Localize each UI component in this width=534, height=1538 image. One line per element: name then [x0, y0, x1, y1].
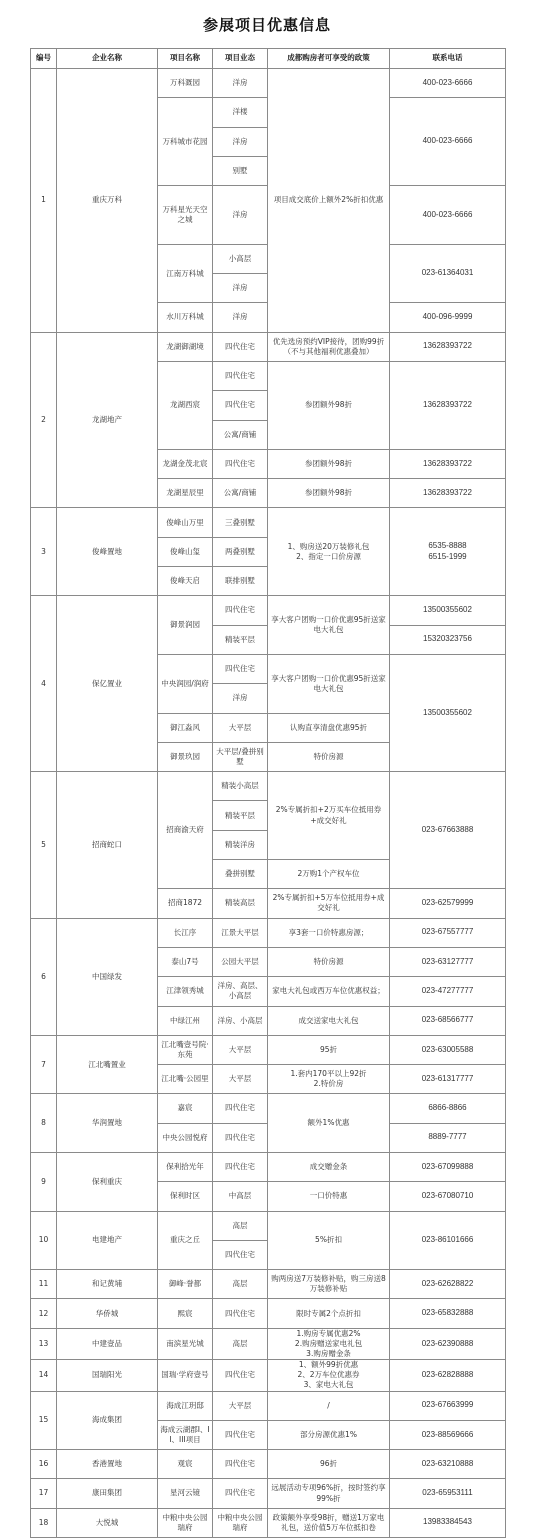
promotion-table	[30, 48, 506, 1538]
table-cell: 高层	[213, 1270, 268, 1299]
table-cell: 10	[31, 1211, 57, 1270]
table-cell: 023-62628822	[390, 1270, 506, 1299]
table-cell: 中央润园/润府	[158, 654, 213, 713]
table-cell: 江南万科城	[158, 244, 213, 303]
table-cell: 023-68566777	[390, 1006, 506, 1035]
table-cell: 023-65953111	[390, 1479, 506, 1508]
table-row	[31, 1391, 506, 1420]
table-cell: 参团额外98折	[268, 361, 390, 449]
table-cell: 重庆万科	[57, 69, 158, 333]
table-cell: 龙湖星辰里	[158, 479, 213, 508]
table-cell: 13628393722	[390, 332, 506, 361]
table-cell: 康田集团	[57, 1479, 158, 1508]
table-cell: 13628393722	[390, 449, 506, 478]
table-cell: 400-023-6666	[390, 69, 506, 98]
table-row	[31, 1035, 506, 1064]
table-cell: 熙宸	[158, 1299, 213, 1328]
table-cell: 1.套内170平以上92折 2.特价房	[268, 1065, 390, 1094]
table-cell: 中建壹品	[57, 1328, 158, 1359]
table-cell: 2%专属折扣+2万买车位抵用券+成交好礼	[268, 772, 390, 860]
table-cell: 5	[31, 772, 57, 918]
table-cell: 江景大平层	[213, 918, 268, 947]
table-cell: 洋房	[213, 127, 268, 156]
table-cell: 400-023-6666	[390, 186, 506, 245]
table-row	[31, 69, 506, 98]
table-cell: 四代住宅	[213, 1360, 268, 1391]
table-cell: 中国绿发	[57, 918, 158, 1035]
table-cell: 俊峰山万里	[158, 508, 213, 537]
table-cell: 6866-8866	[390, 1094, 506, 1123]
table-body	[31, 69, 506, 1538]
table-cell: 四代住宅	[213, 1420, 268, 1449]
table-cell: 龙湖金茂北宸	[158, 449, 213, 478]
table-cell: 国瑞·学府壹号	[158, 1360, 213, 1391]
table-cell: 保利时区	[158, 1182, 213, 1211]
table-cell: 万科溉园	[158, 69, 213, 98]
table-cell: 嘉宸	[158, 1094, 213, 1123]
table-cell: 御江淼风	[158, 713, 213, 742]
table-cell: 15	[31, 1391, 57, 1450]
header-company: 企业名称	[57, 49, 158, 69]
header-phone: 联系电话	[390, 49, 506, 69]
table-cell: 御景玖园	[158, 742, 213, 771]
table-cell: 18	[31, 1508, 57, 1537]
table-row	[31, 1508, 506, 1537]
table-cell: 享大客户团购一口价优惠95折送家电大礼包	[268, 596, 390, 655]
table-cell: 四代住宅	[213, 1479, 268, 1508]
header-type: 项目业态	[213, 49, 268, 69]
table-cell: 精装高层	[213, 889, 268, 918]
table-cell: 万科星光天空之城	[158, 186, 213, 245]
table-cell: 11	[31, 1270, 57, 1299]
table-cell: 13628393722	[390, 479, 506, 508]
table-cell: 公寓/商铺	[213, 420, 268, 449]
table-cell: 长江序	[158, 918, 213, 947]
table-cell: 2%专属折扣+5万车位抵用券+成交好礼	[268, 889, 390, 918]
table-cell: 洋房	[213, 69, 268, 98]
table-cell: 江津领秀城	[158, 977, 213, 1006]
table-row	[31, 1450, 506, 1479]
table-row	[31, 1360, 506, 1391]
table-cell: 两叠别墅	[213, 537, 268, 566]
table-cell: 96折	[268, 1450, 390, 1479]
table-cell: 精装平层	[213, 801, 268, 830]
table-cell: 8889-7777	[390, 1123, 506, 1152]
table-cell: 额外1%优惠	[268, 1094, 390, 1153]
table-cell: 别墅	[213, 156, 268, 185]
table-cell: 023-61364031	[390, 244, 506, 303]
table-cell: 四代住宅	[213, 1299, 268, 1328]
table-cell: 洋房、高层、小高层	[213, 977, 268, 1006]
table-cell: 限时专属2个点折扣	[268, 1299, 390, 1328]
table-cell: 招商渝天府	[158, 772, 213, 889]
table-cell: 四代住宅	[213, 654, 268, 683]
table-cell: 海成云湖郡I、II、III项目	[158, 1420, 213, 1449]
table-cell: 四代住宅	[213, 361, 268, 390]
table-cell: 4	[31, 596, 57, 772]
table-cell: 中央公园悦府	[158, 1123, 213, 1152]
table-cell: 13	[31, 1328, 57, 1359]
table-cell: 中粮中央公园瑞府	[213, 1508, 268, 1537]
table-cell: 电建地产	[57, 1211, 158, 1270]
table-row	[31, 596, 506, 625]
table-cell: 招商蛇口	[57, 772, 158, 918]
table-cell: 大平层/叠拼别墅	[213, 742, 268, 771]
table-cell: 优先选房预约VIP接待，团购99折（不与其他福利优惠叠加）	[268, 332, 390, 361]
table-cell: 洋房	[213, 684, 268, 713]
table-cell: 江北嘴·公园里	[158, 1065, 213, 1094]
table-cell: 14	[31, 1360, 57, 1391]
table-cell: 龙湖御湖境	[158, 332, 213, 361]
table-cell: 洋房、小高层	[213, 1006, 268, 1035]
table-cell: 1	[31, 69, 57, 333]
table-cell: 保亿置业	[57, 596, 158, 772]
table-cell: 御峰·誉都	[158, 1270, 213, 1299]
table-cell: 023-63210888	[390, 1450, 506, 1479]
table-cell: 四代住宅	[213, 1240, 268, 1269]
table-cell: 12	[31, 1299, 57, 1328]
table-cell: 四代住宅	[213, 391, 268, 420]
table-cell: 和记黄埔	[57, 1270, 158, 1299]
table-cell: 023-86101666	[390, 1211, 506, 1270]
table-cell: 中高层	[213, 1182, 268, 1211]
table-cell: 公寓/商铺	[213, 479, 268, 508]
table-cell: 023-63005588	[390, 1035, 506, 1064]
table-row	[31, 508, 506, 537]
table-cell: 大平层	[213, 713, 268, 742]
table-cell: 一口价特惠	[268, 1182, 390, 1211]
table-cell: 13628393722	[390, 361, 506, 449]
table-cell: 享3套一口价特惠房源；	[268, 918, 390, 947]
table-cell: 023-67557777	[390, 918, 506, 947]
header-policy: 成都购房者可享受的政策	[268, 49, 390, 69]
table-cell: 龙湖地产	[57, 332, 158, 508]
table-cell: 洋房	[213, 303, 268, 332]
table-cell: 政策额外享受98折，赠送1万家电礼包，送价值5万车位抵扣卷	[268, 1508, 390, 1537]
table-cell: 项目成交底价上额外2%折扣优惠	[268, 69, 390, 333]
table-cell: 洋楼	[213, 98, 268, 127]
table-cell: 叠拼别墅	[213, 860, 268, 889]
table-cell: 13500355602	[390, 596, 506, 625]
table-cell: 精装洋房	[213, 830, 268, 859]
table-cell: 海成集团	[57, 1391, 158, 1450]
table-row	[31, 1299, 506, 1328]
table-cell: 成交赠金条	[268, 1152, 390, 1181]
table-cell: 023-67663888	[390, 772, 506, 889]
table-cell: 俊峰山玺	[158, 537, 213, 566]
table-cell: 9	[31, 1152, 57, 1211]
table-cell: /	[268, 1391, 390, 1420]
table-cell: 泰山7号	[158, 947, 213, 976]
table-cell: 华润置地	[57, 1094, 158, 1153]
table-cell: 三叠别墅	[213, 508, 268, 537]
table-header-row	[31, 49, 506, 69]
table-cell: 大平层	[213, 1065, 268, 1094]
table-cell: 1、额外99折优惠 2、2万车位优惠券 3、家电大礼包	[268, 1360, 390, 1391]
table-cell: 6535-8888 6515-1999	[390, 508, 506, 596]
table-cell: 四代住宅	[213, 449, 268, 478]
table-cell: 认购直享清盘优惠95折	[268, 713, 390, 742]
table-cell: 参团额外98折	[268, 479, 390, 508]
table-cell: 重庆之丘	[158, 1211, 213, 1270]
table-cell: 8	[31, 1094, 57, 1153]
table-row	[31, 1152, 506, 1181]
table-cell: 17	[31, 1479, 57, 1508]
table-cell: 大平层	[213, 1391, 268, 1420]
table-cell: 023-63127777	[390, 947, 506, 976]
table-cell: 四代住宅	[213, 332, 268, 361]
table-cell: 7	[31, 1035, 57, 1094]
table-cell: 万科城市花园	[158, 98, 213, 186]
table-cell: 3	[31, 508, 57, 596]
table-cell: 023-61317777	[390, 1065, 506, 1094]
table-row	[31, 1328, 506, 1359]
table-row	[31, 1270, 506, 1299]
table-cell: 公园大平层	[213, 947, 268, 976]
table-cell: 023-67663999	[390, 1391, 506, 1420]
table-cell: 400-023-6666	[390, 98, 506, 186]
table-cell: 精装平层	[213, 625, 268, 654]
table-cell: 大平层	[213, 1035, 268, 1064]
table-cell: 小高层	[213, 244, 268, 273]
table-cell: 13983384543	[390, 1508, 506, 1537]
table-cell: 023-88569666	[390, 1420, 506, 1449]
table-cell: 2万购1个产权车位	[268, 860, 390, 889]
table-cell: 远展活动专项96%折，按时签约享99%折	[268, 1479, 390, 1508]
table-cell: 高层	[213, 1328, 268, 1359]
table-cell: 四代住宅	[213, 1152, 268, 1181]
table-cell: 南滨星光城	[158, 1328, 213, 1359]
table-cell: 保利拾光年	[158, 1152, 213, 1181]
table-cell: 高层	[213, 1211, 268, 1240]
table-cell: 江北嘴置业	[57, 1035, 158, 1094]
table-cell: 023-62390888	[390, 1328, 506, 1359]
table-cell: 5%折扣	[268, 1211, 390, 1270]
table-cell: 中绿江州	[158, 1006, 213, 1035]
table-cell: 四代住宅	[213, 1094, 268, 1123]
header-project: 项目名称	[158, 49, 213, 69]
table-cell: 部分房源优惠1%	[268, 1420, 390, 1449]
table-cell: 家电大礼包或西万车位优惠权益；	[268, 977, 390, 1006]
table-cell: 中粮中央公园瑞府	[158, 1508, 213, 1537]
table-cell: 2	[31, 332, 57, 508]
table-cell: 参团额外98折	[268, 449, 390, 478]
table-row	[31, 1479, 506, 1508]
table-cell: 洋房	[213, 186, 268, 245]
table-cell: 95折	[268, 1035, 390, 1064]
table-cell: 江北嘴壹号院·东苑	[158, 1035, 213, 1064]
table-cell: 星河云镜	[158, 1479, 213, 1508]
table-cell: 15320323756	[390, 625, 506, 654]
table-cell: 6	[31, 918, 57, 1035]
table-cell: 400-096-9999	[390, 303, 506, 332]
header-no: 编号	[31, 49, 57, 69]
table-cell: 国瑞阳光	[57, 1360, 158, 1391]
page-title: 参展项目优惠信息	[202, 16, 331, 34]
table-cell: 023-67080710	[390, 1182, 506, 1211]
table-cell: 海成江玥邸	[158, 1391, 213, 1420]
table-cell: 水川万科城	[158, 303, 213, 332]
table-row	[31, 1211, 506, 1240]
table-cell: 香港置地	[57, 1450, 158, 1479]
table-cell: 16	[31, 1450, 57, 1479]
table-cell: 享大客户团购一口价优惠95折送家电大礼包	[268, 654, 390, 713]
table-cell: 四代住宅	[213, 1123, 268, 1152]
table-cell: 御景润园	[158, 596, 213, 655]
table-cell: 观宸	[158, 1450, 213, 1479]
table-cell: 特价房源	[268, 947, 390, 976]
table-cell: 俊峰置地	[57, 508, 158, 596]
table-cell: 1、购房送20万装修礼包 2、指定一口价房源	[268, 508, 390, 596]
table-cell: 俊峰天启	[158, 567, 213, 596]
table-row	[31, 332, 506, 361]
table-cell: 023-62579999	[390, 889, 506, 918]
table-cell: 龙湖西宸	[158, 361, 213, 449]
table-cell: 023-62828888	[390, 1360, 506, 1391]
table-cell: 13500355602	[390, 654, 506, 771]
table-cell: 招商1872	[158, 889, 213, 918]
table-cell: 联排别墅	[213, 567, 268, 596]
table-cell: 成交送家电大礼包	[268, 1006, 390, 1035]
table-cell: 1.购房专属优惠2% 2.购房赠送家电礼包 3.购房赠金条	[268, 1328, 390, 1359]
table-cell: 精装小高层	[213, 772, 268, 801]
table-cell: 023-67099888	[390, 1152, 506, 1181]
table-row	[31, 918, 506, 947]
table-cell: 特价房源	[268, 742, 390, 771]
table-cell: 华侨城	[57, 1299, 158, 1328]
table-cell: 四代住宅	[213, 1450, 268, 1479]
table-cell: 购两房送7万装修补贴，购三房送8万装修补贴	[268, 1270, 390, 1299]
table-row	[31, 772, 506, 801]
table-cell: 023-47277777	[390, 977, 506, 1006]
table-row	[31, 1094, 506, 1123]
table-cell: 023-65832888	[390, 1299, 506, 1328]
table-cell: 保利重庆	[57, 1152, 158, 1211]
table-cell: 大悦城	[57, 1508, 158, 1537]
table-cell: 四代住宅	[213, 596, 268, 625]
table-cell: 洋房	[213, 274, 268, 303]
